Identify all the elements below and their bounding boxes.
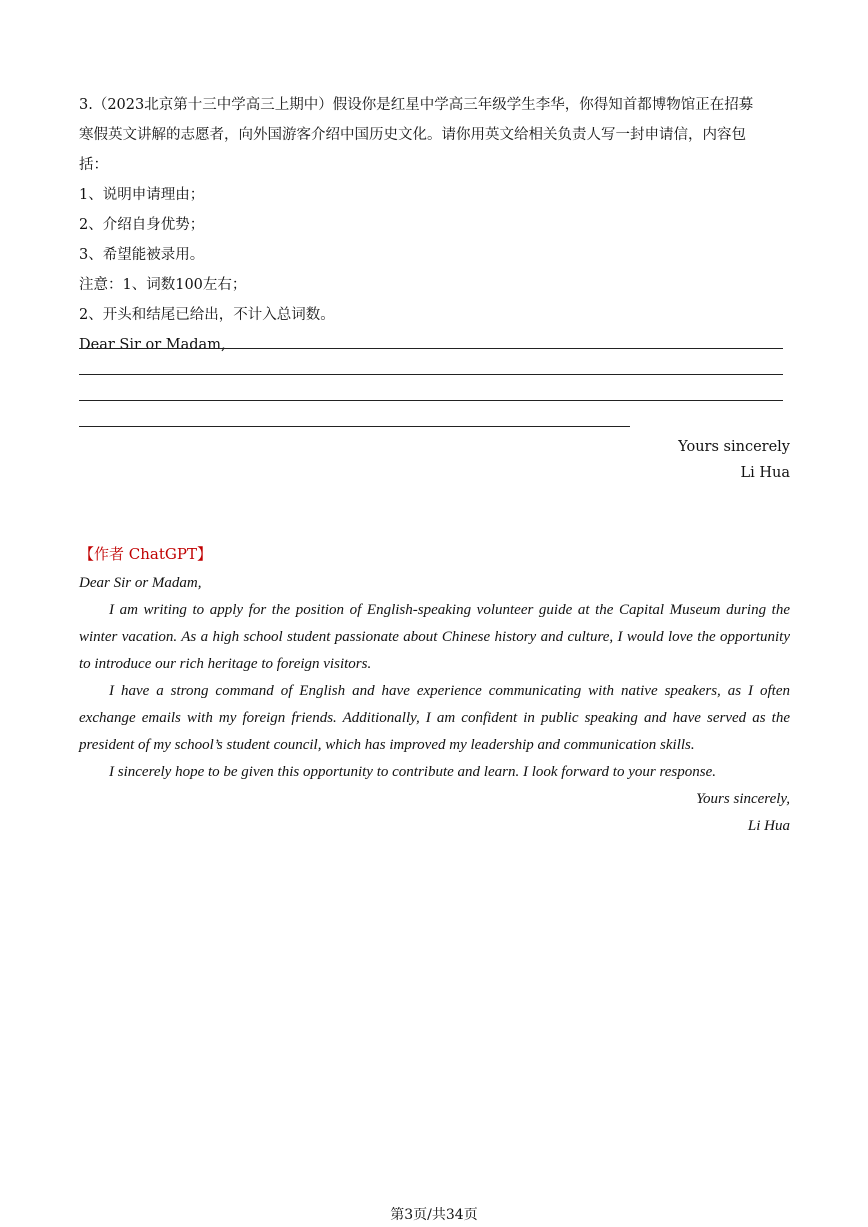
answer-blank-line [79, 400, 783, 401]
requirement-item-3: 3、希望能被录用。 [79, 247, 205, 263]
answer-blank-line [79, 348, 783, 349]
essay-closing: Yours sincerely, [696, 791, 790, 807]
note-item-2: 2、开头和结尾已给出，不计入总词数。 [79, 307, 335, 323]
essay-paragraph-3: I sincerely hope to be given this opportunity to contribute and learn. I look forward to your response. [109, 764, 716, 780]
letter-closing: Yours sincerely [678, 439, 790, 455]
answer-blank-line [79, 374, 783, 375]
essay-paragraph-2: I have a strong command of English and have experience communicating with native speakers, as I often exchange emails with my foreign friends. Additionally, I am confident in public speaking and have served as the president of my school’s student council, which has improved my leadership and communication skills. [79, 683, 790, 753]
requirement-item-2: 2、介绍自身优势； [79, 217, 205, 233]
requirement-item-1: 1、说明申请理由； [79, 187, 205, 203]
author-tag: 【作者 ChatGPT】 [79, 545, 212, 563]
answer-blank-line [79, 426, 630, 427]
essay-signature: Li Hua [747, 818, 790, 834]
letter-salutation: Dear Sir or Madam, [79, 337, 226, 353]
question-line-2: 寒假英文讲解的志愿者，向外国游客介绍中国历史文化。请你用英文给相关负责人写一封申请信，内容包 [79, 127, 746, 143]
essay-paragraph-1: I am writing to apply for the position of English-speaking volunteer guide at the Capital Museum during the winter vacation. As a high school student passionate about Chinese history and culture, I would love the opportunity to introduce our rich heritage to foreign visitors. [79, 602, 790, 672]
question-line-1: 3.（2023北京第十三中学高三上期中）假设你是红星中学高三年级学生李华，你得知首都博物馆正在招募 [79, 97, 754, 113]
essay-salutation: Dear Sir or Madam, [79, 575, 202, 591]
question-line-3: 括： [79, 157, 108, 173]
letter-signature: Li Hua [740, 465, 790, 481]
sample-essay [79, 570, 790, 840]
note-item-1: 注意：1、词数100左右； [79, 277, 247, 293]
page-number: 第3页/共34页 [390, 1207, 478, 1223]
